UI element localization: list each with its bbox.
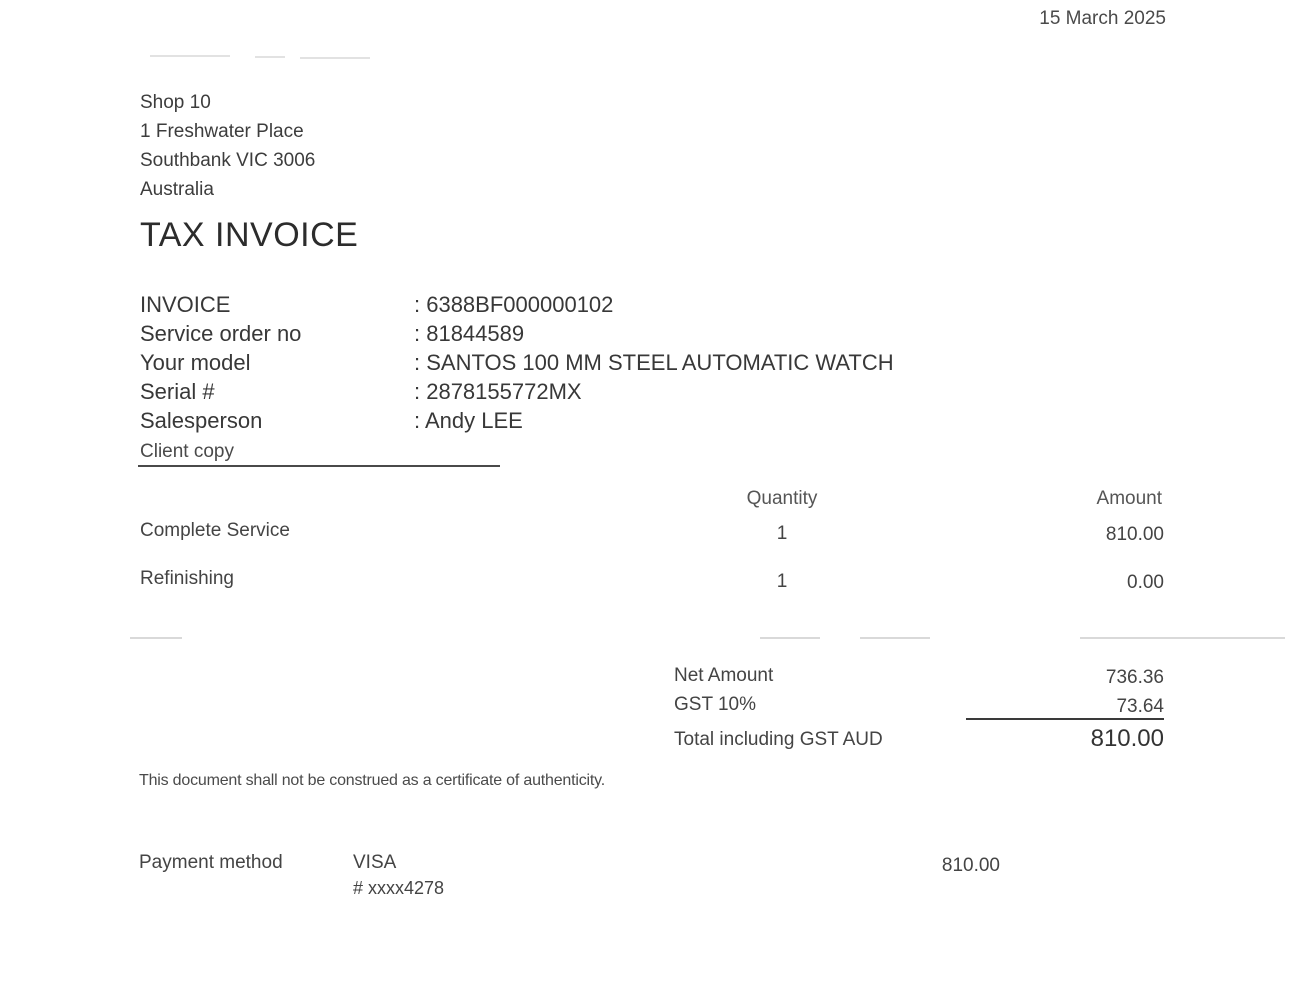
- invoice-detail-values: [414, 290, 894, 435]
- address-line: 1 Freshwater Place: [140, 121, 304, 142]
- invoice-number-value: : 6388BF000000102: [414, 292, 614, 317]
- invoice-number-label: INVOICE: [140, 292, 231, 317]
- total-label: Total including GST AUD: [674, 729, 883, 750]
- salesperson-value: : Andy LEE: [414, 408, 523, 433]
- scan-smudge: [300, 57, 370, 59]
- faint-separator: [760, 637, 820, 639]
- authenticity-disclaimer: This document shall not be construed as a certificate of authenticity.: [139, 772, 605, 789]
- line-item-quantity: 1: [776, 523, 788, 544]
- payment-card-type: VISA: [353, 852, 397, 873]
- invoice-detail-labels: [140, 290, 301, 435]
- address-line: Australia: [140, 179, 214, 200]
- line-item-description: Complete Service: [140, 520, 290, 541]
- gst-value: 73.64: [1116, 696, 1164, 717]
- line-item-quantity: 1: [776, 571, 788, 592]
- store-address: [140, 88, 315, 204]
- net-amount-label: Net Amount: [674, 665, 774, 686]
- address-line: Shop 10: [140, 92, 211, 113]
- faint-separator: [130, 637, 182, 639]
- salesperson-label: Salesperson: [140, 408, 263, 433]
- line-item-amount: 810.00: [1105, 524, 1164, 545]
- copy-underline: [138, 465, 500, 467]
- document-title: TAX INVOICE: [140, 216, 359, 254]
- line-item-description: Refinishing: [140, 568, 234, 589]
- faint-separator: [860, 637, 930, 639]
- net-amount-value: 736.36: [1105, 667, 1164, 688]
- total-value: 810.00: [1090, 725, 1164, 752]
- amount-column-header: Amount: [1096, 488, 1162, 509]
- total-rule: [966, 718, 1164, 720]
- invoice-date: 15 March 2025: [1039, 8, 1166, 29]
- faint-separator: [1080, 637, 1285, 639]
- scan-smudge: [150, 55, 230, 57]
- serial-label: Serial #: [140, 379, 215, 404]
- scan-smudge: [255, 56, 285, 58]
- model-label: Your model: [140, 350, 251, 375]
- copy-label: Client copy: [140, 441, 234, 462]
- gst-label: GST 10%: [674, 694, 757, 715]
- service-order-value: : 81844589: [414, 321, 525, 346]
- service-order-label: Service order no: [140, 321, 302, 346]
- address-line: Southbank VIC 3006: [140, 150, 316, 171]
- quantity-column-header: Quantity: [746, 488, 818, 509]
- line-item-amount: 0.00: [1127, 572, 1164, 593]
- serial-value: : 2878155772MX: [414, 379, 582, 404]
- payment-amount: 810.00: [941, 855, 1000, 876]
- payment-card-number: # xxxx4278: [353, 878, 445, 898]
- model-value: : SANTOS 100 MM STEEL AUTOMATIC WATCH: [414, 350, 894, 375]
- payment-method-label: Payment method: [139, 852, 283, 873]
